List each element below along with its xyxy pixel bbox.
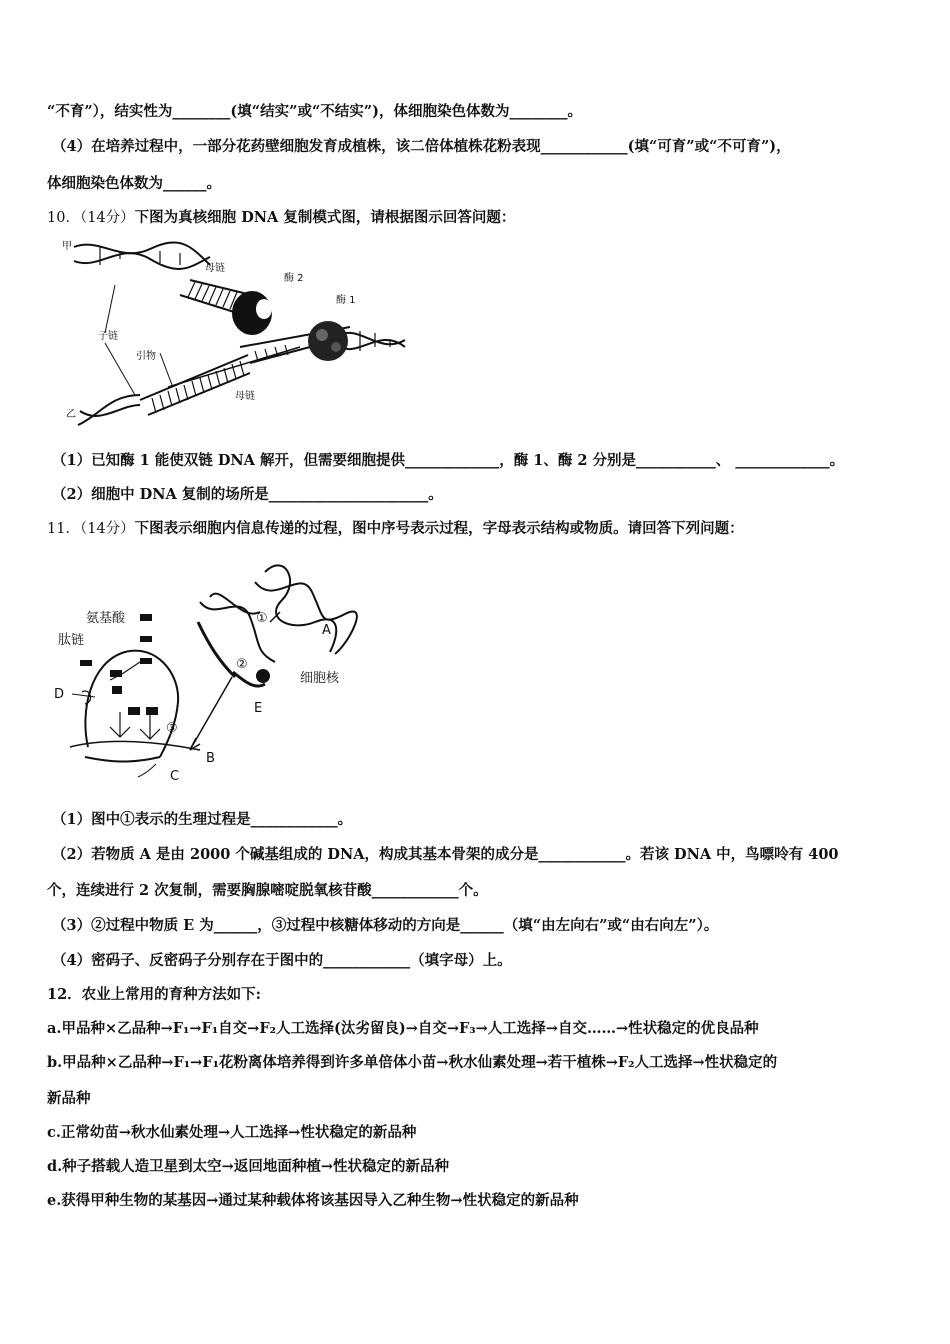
label-yi: 乙: [66, 409, 76, 420]
label-daughter-strand: 子链: [98, 331, 118, 342]
label-peptide-chain: 肽链: [58, 633, 85, 648]
method-e: e.获得甲种生物的某基因→通过某种载体将该基因导入乙种生物→性状稳定的新品种: [47, 1192, 579, 1209]
label-amino-acid: 氨基酸: [86, 611, 126, 626]
label-primer: 引物: [136, 351, 156, 362]
question-10-heading: [47, 208, 515, 228]
gene-expression-figure: [50, 552, 370, 787]
question-12-heading: 12．农业上常用的育种方法如下:: [47, 986, 262, 1003]
question-10-text: 下图为真核细胞 DNA 复制模式图，请根据图示回答问题：: [134, 209, 516, 226]
line-l3: 体细胞染色体数为______。: [47, 175, 221, 192]
question-11-part-4: （4）密码子、反密码子分别存在于图中的____________（填字母）上。: [52, 952, 512, 969]
question-11-part-3: （3）②过程中物质 E 为______，③过程中核糖体移动的方向是______（填“由左向右”或“由右向左”）。: [52, 917, 719, 934]
label-enzyme-1: 酶 1: [336, 295, 356, 306]
question-10-number: 10．（14分）: [47, 210, 135, 226]
substance-e-dot: [256, 669, 270, 683]
label-jia: 甲: [62, 241, 72, 252]
label-b: B: [206, 751, 215, 766]
question-11-text: 下图表示细胞内信息传递的过程，图中序号表示过程，字母表示结构或物质。请回答下列问题：: [134, 520, 744, 537]
line-l1: “不育”），结实性为________(填“结实”或“不结实”)，体细胞染色体数为________。: [47, 103, 583, 120]
label-enzyme-2: 酶 2: [284, 273, 304, 284]
label-c: C: [170, 769, 180, 784]
method-b-line2: 新品种: [47, 1090, 91, 1107]
label-d: D: [54, 687, 65, 702]
dna-replication-figure: [60, 235, 410, 435]
method-d: d.种子搭载人造卫星到太空→返回地面种植→性状稳定的新品种: [47, 1158, 449, 1175]
question-11-heading: [47, 519, 744, 539]
label-mother-strand-top: 母链: [205, 263, 225, 274]
method-a: a.甲品种×乙品种→F₁→F₁自交→F₂人工选择(汰劣留良)→自交→F₃→人工选择→自交……→性状稳定的优良品种: [47, 1020, 759, 1037]
question-11-part-2b: 个，连续进行 2 次复制，需要胸腺嘧啶脱氧核苷酸____________个。: [47, 882, 488, 899]
question-10-part-1: （1）已知酶 1 能使双链 DNA 解开，但需要细胞提供_____________，酶 1、酶 2 分别是___________、 _____________。: [52, 452, 845, 469]
label-process-1: ①: [256, 611, 268, 626]
label-process-2: ②: [236, 657, 248, 672]
enzyme-1-shape: [308, 321, 348, 361]
label-process-3: ③: [166, 721, 178, 736]
line-l2: （4）在培养过程中，一部分花药壁细胞发育成植株，该二倍体植株花粉表现____________(填“可育”或“不可育”)，: [52, 138, 791, 155]
label-nucleus: 细胞核: [300, 671, 340, 686]
question-10-part-2: （2）细胞中 DNA 复制的场所是______________________。: [52, 486, 443, 503]
label-mother-strand-bottom: 母链: [235, 391, 255, 402]
label-a: A: [322, 623, 331, 638]
question-11-part-1: （1）图中①表示的生理过程是____________。: [52, 811, 353, 828]
question-11-part-2a: （2）若物质 A 是由 2000 个碱基组成的 DNA，构成其基本骨架的成分是____________。若该 DNA 中，鸟嘌呤有 400: [52, 846, 839, 863]
label-e: E: [254, 701, 263, 716]
method-b-line1: b.甲品种×乙品种→F₁→F₁花粉离体培养得到许多单倍体小苗→秋水仙素处理→若干植株→F₂人工选择→性状稳定的: [47, 1054, 778, 1071]
method-c: c.正常幼苗→秋水仙素处理→人工选择→性状稳定的新品种: [47, 1124, 417, 1141]
question-11-number: 11．（14分）: [47, 521, 135, 537]
